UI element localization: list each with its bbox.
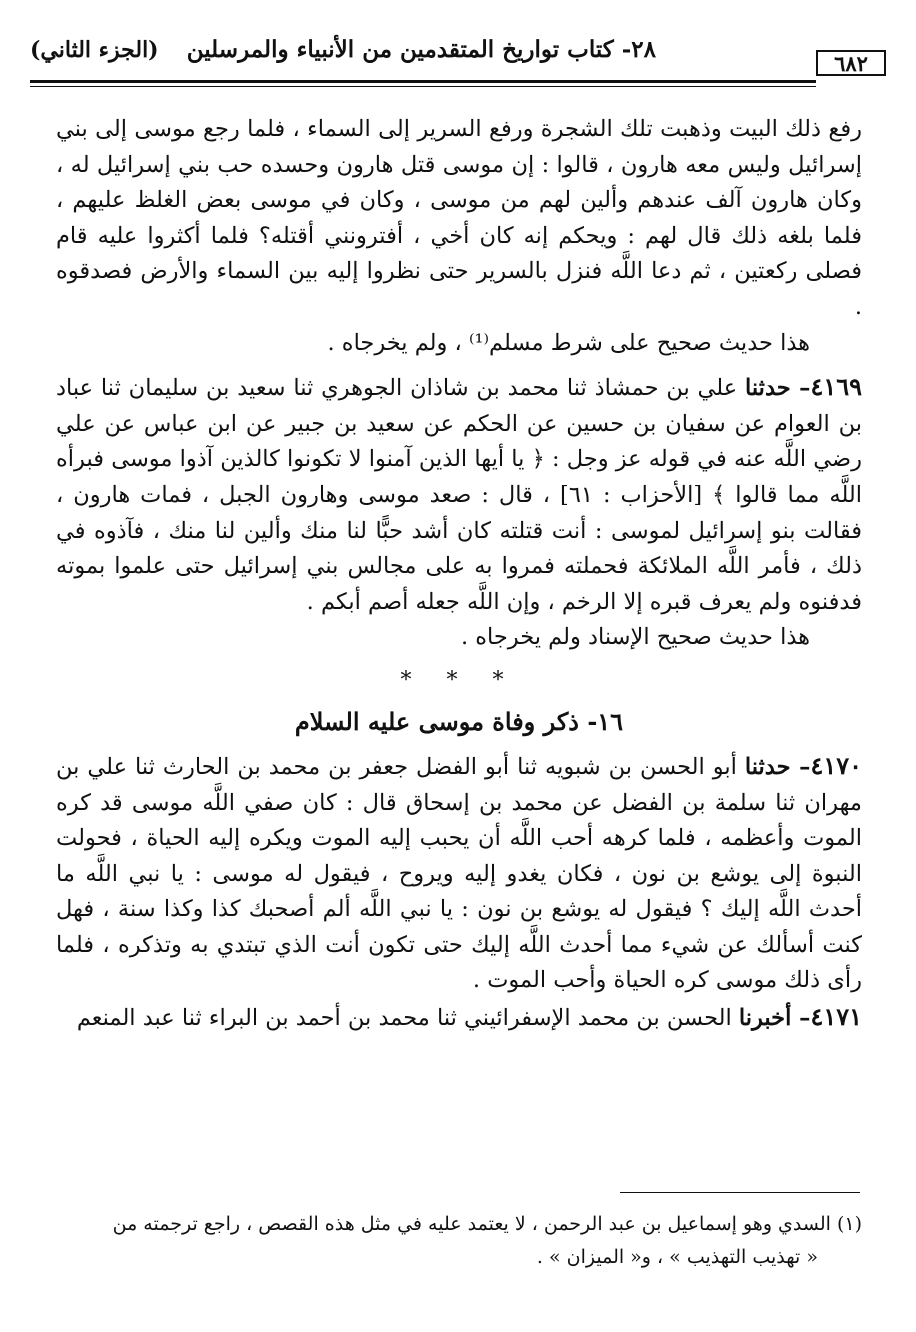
page-header bbox=[30, 22, 886, 84]
hadith-number: ٤١٦٩ bbox=[810, 372, 862, 402]
header-rule-thick bbox=[30, 80, 816, 83]
footnotes bbox=[56, 1208, 862, 1274]
page-number: ٦٨٢ bbox=[816, 50, 886, 76]
hadith-keyword: – حدثنا bbox=[744, 753, 811, 780]
footnote-divider bbox=[620, 1192, 860, 1193]
paragraph-continuation: رفع ذلك البيت وذهبت تلك الشجرة ورفع السرير إلى السماء ، فلما رجع موسى إلى بني إسرائيل وليس معه هارون ، قالوا : إن موسى قتل هارون وحسده حب بني إسرائيل له ، وكان هارون آلف عندهم وألين لهم من موسى ، وكان في موسى بعض الغلظ عليهم ، فلما بلغه ذلك قال لهم : ويحكم إنه كان أخي ، أفترونني أقتله؟ فلما أكثروا عليه قام فصلى ركعتين ، ثم دعا اللَّه فنزل بالسرير حتى نظروا إليه بين السماء والأرض فصدقوه . bbox=[56, 116, 862, 320]
hadith-grading-2: هذا حديث صحيح الإسناد ولم يخرجاه . bbox=[460, 624, 810, 651]
hadith-grading-1: هذا حديث صحيح على شرط مسلم⁽¹⁾ ، ولم يخرجاه . bbox=[327, 329, 810, 356]
hadith-keyword: – أخبرنا bbox=[738, 1005, 811, 1032]
hadith-keyword: – حدثنا bbox=[745, 375, 811, 402]
hadith-4170 bbox=[56, 748, 862, 999]
hadith-4169 bbox=[56, 369, 862, 620]
hadith-text: الحسن بن محمد الإسفرائيني ثنا محمد بن أحمد بن البراء ثنا عبد المنعم bbox=[76, 1005, 739, 1032]
hadith-number: ٤١٧٠ bbox=[810, 750, 862, 780]
page-body bbox=[56, 112, 862, 1037]
footnote-1: (١) السدي وهو إسماعيل بن عبد الرحمن ، لا يعتمد عليه في مثل هذه القصص ، راجع ترجمته من bbox=[112, 1213, 862, 1235]
footnote-1-continuation: « تهذيب التهذيب » ، و« الميزان » . bbox=[536, 1246, 818, 1268]
running-title: ٢٨- كتاب تواريخ المتقدمين من الأنبياء والمرسلين bbox=[186, 36, 656, 63]
section-separator: * * * bbox=[400, 667, 518, 693]
hadith-4171 bbox=[56, 999, 862, 1037]
volume-label: (الجزء الثاني) bbox=[30, 37, 159, 63]
hadith-number: ٤١٧١ bbox=[810, 1002, 862, 1032]
hadith-text: علي بن حمشاذ ثنا محمد بن شاذان الجوهري ثنا سعيد بن سليمان ثنا عباد بن العوام عن سفيان بن حسين عن الحكم عن سعيد بن جبير عن ابن عباس عن علي رضي اللَّه عنه في قوله عز وجل : ﴿ يا أيها الذين آمنوا لا تكونوا كالذين آذوا موسى فبرأه اللَّه مما قالوا ﴾ [الأحزاب : ٦١] ، قال : صعد موسى وهارون الجبل ، فمات هارون ، فقالت بنو إسرائيل لموسى : أنت قتلته كان أشد حبًّا لنا منك وألين لنا منك ، فآذوه في ذلك ، فأمر اللَّه الملائكة فحملته فمروا به على مجالس بني إسرائيل حتى علموا بموته فدفنوه ولم يعرف قبره إلا الرخم ، وإن اللَّه جعله أصم أبكم . bbox=[56, 375, 863, 615]
hadith-text: أبو الحسن بن شبويه ثنا أبو الفضل جعفر بن محمد بن الحارث ثنا علي بن مهران ثنا سلمة بن الفضل عن محمد بن إسحاق قال : كان صفي اللَّه موسى قد كره الموت وأعظمه ، فلما كرهه أحب اللَّه أن يحبب إليه الموت ويكره إليه الحياة ، فحولت النبوة إلى يوشع بن نون ، فكان يغدو إليه ويروح ، فيقول له موسى : يا نبي اللَّه ما أحدث اللَّه إليك ؟ فيقول له يوشع بن نون : يا نبي اللَّه ألم أصحبك كذا وكذا سنة ، فهل كنت أسألك عن شيء مما أحدث اللَّه إليك حتى تكون أنت الذي تبتدي به وتذكره ، فلما رأى ذلك موسى كره الحياة وأحب الموت . bbox=[56, 753, 862, 994]
section-title: ١٦- ذكر وفاة موسى عليه السلام bbox=[294, 706, 624, 736]
header-rule-thin bbox=[30, 86, 816, 87]
